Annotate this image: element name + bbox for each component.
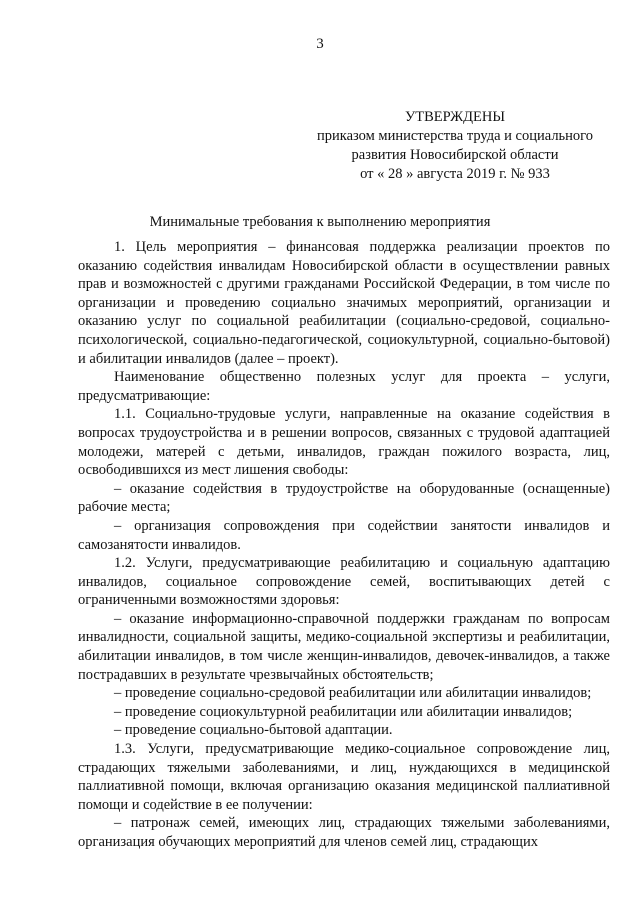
approval-order-line: приказом министерства труда и социального	[316, 128, 594, 144]
list-item: – патронаж семей, имеющих лиц, страдающих тяжелыми заболеваниями, организация обучающих мероприятий для членов семей лиц, страдающих	[78, 815, 610, 850]
approval-block	[300, 108, 610, 184]
paragraph-services-intro: Наименование общественно полезных услуг для проекта – услуги, предусматривающие:	[78, 369, 610, 404]
document-body	[78, 238, 610, 852]
approval-authority-line: развития Новосибирской области	[351, 147, 559, 163]
list-item: – оказание содействия в трудоустройстве на оборудованные (оснащенные) рабочие места;	[78, 480, 610, 516]
list-item: – проведение социально-бытовой адаптации.	[114, 722, 393, 739]
list-item: – организация сопровождения при содействии занятости инвалидов и самозанятости инвалидов.	[78, 517, 610, 553]
approval-heading: УТВЕРЖДЕНЫ	[404, 109, 506, 125]
approval-date-line: от « 28 » августа 2019 г. № 933	[360, 166, 550, 182]
paragraph-goal: 1. Цель мероприятия – финансовая поддержка реализации проектов по оказанию содействия инвалидам Новосибирской области в осуществлении равных прав и возможностей с другими гражданами Российской Федерации, в том числе по организации и проведению социально значимых мероприятий, организации и оказанию услуг по социальной реабилитации (социально-средовой, социально-психологической, социально-педагогической, социокультурной, социально-бытовой) и абилитации инвалидов (далее – проект).	[78, 239, 610, 367]
list-item: – проведение социокультурной реабилитации или абилитации инвалидов;	[114, 703, 573, 720]
list-item: – проведение социально-средовой реабилитации или абилитации инвалидов;	[114, 685, 592, 702]
document-title: Минимальные требования к выполнению мероприятия	[149, 214, 491, 230]
paragraph-1-3: 1.3. Услуги, предусматривающие медико-социальное сопровождение лиц, страдающих тяжелыми заболеваниями, и лиц, нуждающихся в медицинской паллиативной помощи, включая организацию оказания медицинской паллиативной помощи и содействие в ее получении:	[78, 741, 610, 813]
paragraph-1-2: 1.2. Услуги, предусматривающие реабилитацию и социальную адаптацию инвалидов, социальное сопровождение семей, воспитывающих детей с ограниченными возможностями здоровья:	[78, 555, 610, 609]
list-item: – оказание информационно-справочной поддержки гражданам по вопросам инвалидности, социальной защиты, медико-социальной экспертизы и реабилитации, абилитации инвалидов, в том числе женщин-инвалидов, девочек-инвалидов, а также пострадавших в результате чрезвычайных обстоятельств;	[78, 610, 610, 683]
page-number: 3	[316, 36, 324, 52]
paragraph-1-1: 1.1. Социально-трудовые услуги, направленные на оказание содействия в вопросах трудоустройства и в решении вопросов, связанных с трудовой адаптацией молодежи, матерей с детьми, инвалидов, граждан пожилого возраста, лиц, освободившихся из мест лишения свободы:	[78, 406, 610, 479]
